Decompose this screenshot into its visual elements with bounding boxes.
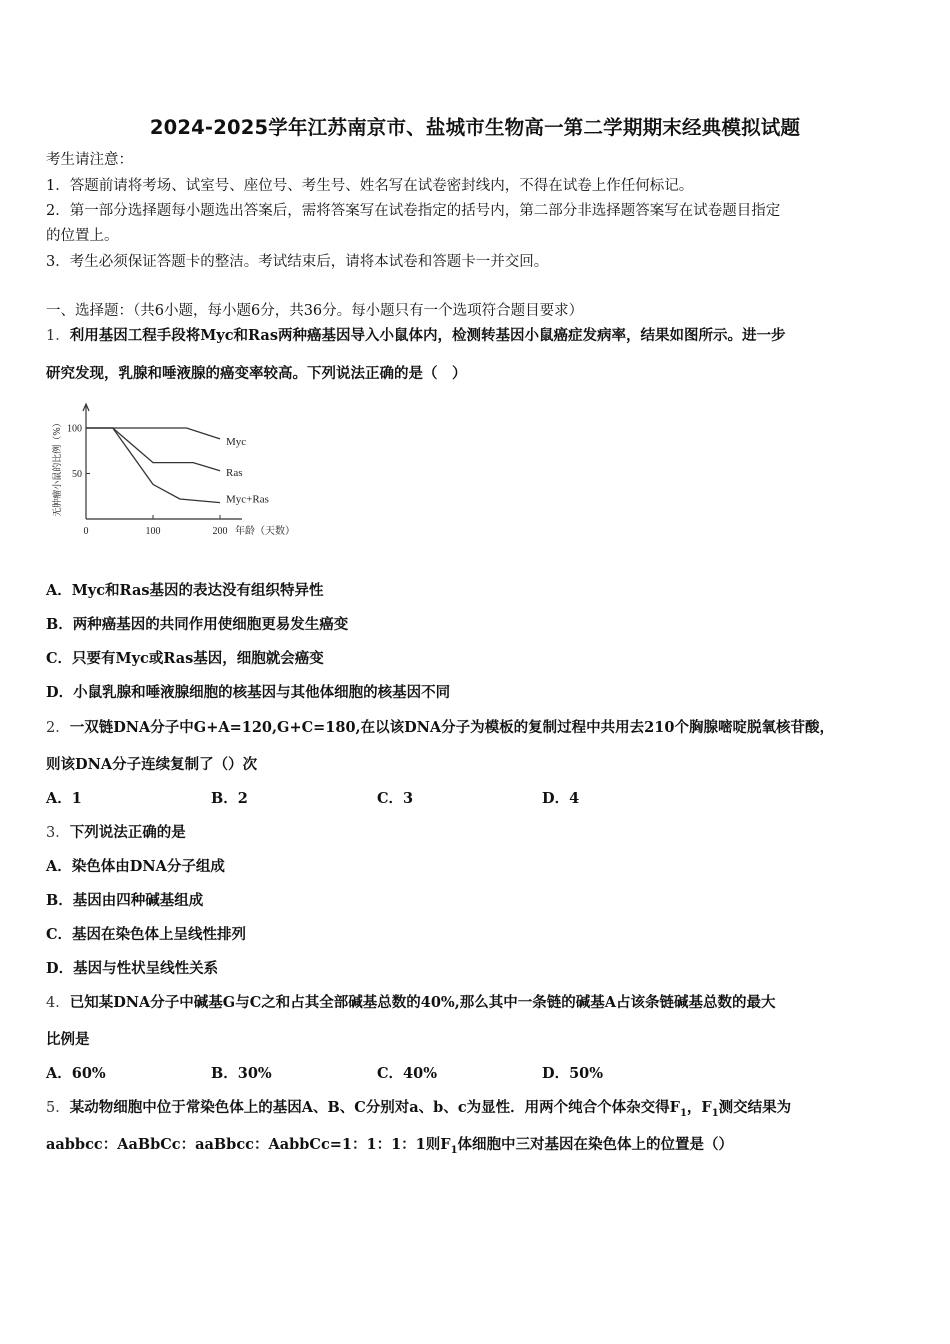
x-tick-label: 200 — [212, 526, 228, 537]
q1-option-a: A．Myc和Ras基因的表达没有组织特异性 — [46, 582, 324, 599]
question-5-line-2 — [46, 1135, 733, 1161]
question-number: 3． — [46, 825, 70, 841]
chart-axes — [83, 404, 242, 519]
q4-option-a: A．60% — [46, 1065, 106, 1082]
x-tick-label: 0 — [83, 526, 89, 537]
notice-item: 的位置上。 — [46, 228, 119, 244]
series-label: Ras — [226, 466, 243, 479]
series-label: Myc+Ras — [226, 493, 269, 506]
page-title: 2024-2025学年江苏南京市、盐城市生物高一第二学期期末经典模拟试题 — [149, 116, 801, 139]
y-tick-label: 50 — [72, 469, 82, 480]
question-1-line-2: 研究发现，乳腺和唾液腺的癌变率较高。下列说法正确的是（ ） — [46, 365, 467, 382]
question-text: 下列说法正确的是 — [69, 824, 186, 841]
question-4-line-2: 比例是 — [46, 1031, 90, 1048]
q4-option-c: C．40% — [377, 1065, 437, 1082]
y-tick-label: 100 — [67, 423, 82, 435]
question-5-line-1 — [46, 1098, 791, 1124]
question-text: 测交结果为 — [718, 1099, 792, 1116]
q3-option-b: B．基因由四种碱基组成 — [46, 892, 204, 909]
q2-option-a: A．1 — [46, 790, 82, 807]
notice-item: 1．答题前请将考场、试室号、座位号、考生号、姓名写在试卷密封线内，不得在试卷上作任何标记。 — [46, 178, 694, 194]
question-4-line-1 — [46, 993, 776, 1013]
question-1-line-1 — [46, 326, 785, 346]
question-text: 体细胞中三对基因在染色体上的位置是（） — [457, 1136, 734, 1153]
q3-option-d: D．基因与性状呈线性关系 — [46, 960, 219, 977]
question-number: 2． — [46, 720, 70, 736]
notice-heading: 考生请注意： — [46, 152, 133, 168]
x-tick-label: 100 — [145, 526, 161, 537]
notice-item: 2．第一部分选择题每小题选出答案后，需将答案写在试卷指定的括号内，第二部分非选择题答案写在试卷题目指定 — [46, 203, 781, 219]
y-axis-label: 无肿瘤小鼠的比例（%） — [53, 418, 63, 517]
question-text: 某动物细胞中位于常染色体上的基因A、B、C分别对a、b、c为显性．用两个纯合个体杂交得F — [69, 1099, 680, 1116]
question-text: aabbcc：AaBbCc：aaBbcc：AabbCc=1：1：1：1则F — [46, 1136, 451, 1153]
series-line-ras — [86, 428, 220, 471]
tumor-free-mice-chart — [46, 398, 316, 543]
chart-series — [86, 428, 220, 503]
series-label: Myc — [226, 435, 247, 448]
question-text: 已知某DNA分子中碱基G与C之和占其全部碱基总数的40%,那么其中一条链的碱基A占该条链碱基总数的最大 — [69, 994, 776, 1011]
x-axis-label: 年龄（天数） — [235, 526, 295, 537]
q4-option-b: B．30% — [211, 1065, 272, 1082]
subscript: 1 — [711, 1107, 719, 1119]
q1-option-d: D．小鼠乳腺和唾液腺细胞的核基因与其他体细胞的核基因不同 — [46, 684, 451, 701]
q2-option-c: C．3 — [377, 790, 414, 807]
section-heading: 一、选择题：（共6小题，每小题6分，共36分。每小题只有一个选项符合题目要求） — [46, 303, 584, 319]
q4-option-d: D．50% — [542, 1065, 604, 1082]
subscript: 1 — [679, 1107, 687, 1119]
q2-option-b: B．2 — [211, 790, 248, 807]
question-number: 5． — [46, 1100, 70, 1116]
q1-option-c: C．只要有Myc或Ras基因，细胞就会癌变 — [46, 650, 324, 667]
q3-option-c: C．基因在染色体上呈线性排列 — [46, 926, 247, 943]
question-text: ，F — [686, 1099, 712, 1116]
series-line-myc — [86, 428, 220, 439]
question-2-line-1 — [46, 718, 834, 738]
notice-item: 3．考生必须保证答题卡的整洁。考试结束后，请将本试卷和答题卡一并交回。 — [46, 254, 549, 270]
question-number: 1． — [46, 328, 70, 344]
q3-option-a: A．染色体由DNA分子组成 — [46, 858, 225, 875]
question-2-line-2: 则该DNA分子连续复制了（）次 — [46, 756, 258, 773]
question-text: 一双链DNA分子中G+A=120,G+C=180,在以该DNA分子为模板的复制过程中共用去210个胸腺嘧啶脱氧核苷酸， — [69, 719, 834, 736]
question-text: 利用基因工程手段将Myc和Ras两种癌基因导入小鼠体内，检测转基因小鼠癌症发病率，结果如图所示。进一步 — [69, 327, 786, 344]
q1-option-b: B．两种癌基因的共同作用使细胞更易发生癌变 — [46, 616, 349, 633]
q2-option-d: D．4 — [542, 790, 580, 807]
subscript: 1 — [450, 1144, 458, 1156]
question-3-line-1 — [46, 823, 186, 843]
question-number: 4． — [46, 995, 70, 1011]
